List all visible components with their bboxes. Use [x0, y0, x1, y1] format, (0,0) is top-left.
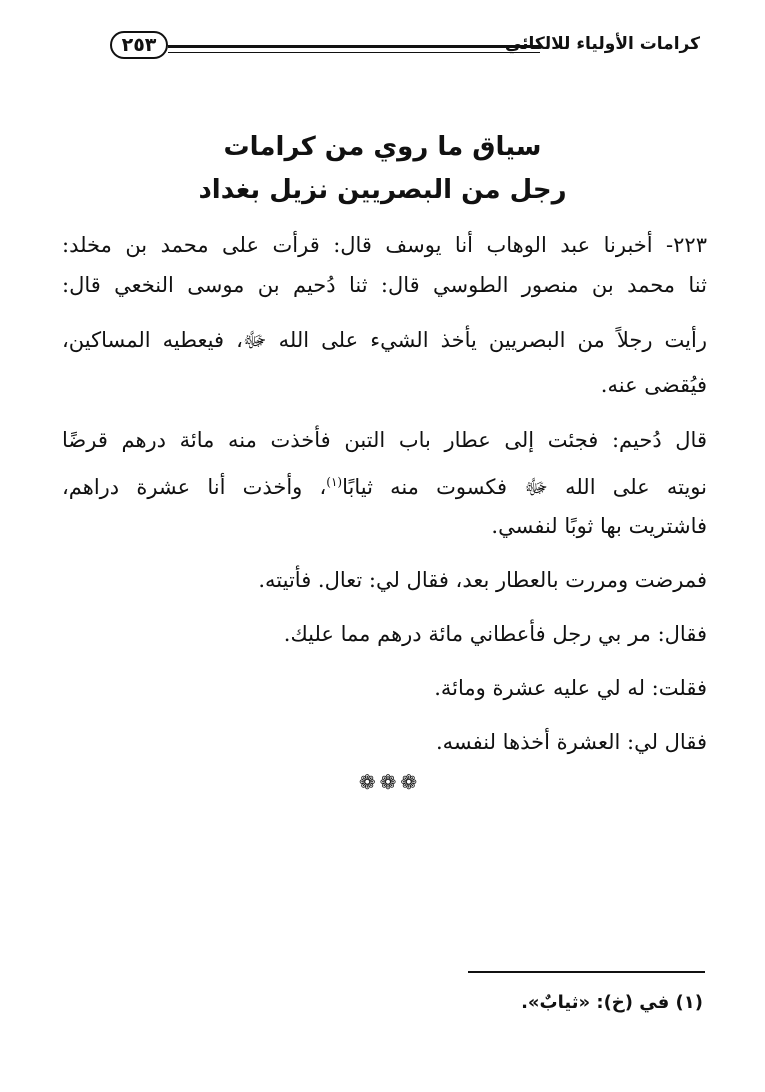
text-line: [62, 467, 707, 502]
text-line: قال دُحيم: فجئت إلى عطار باب التبن فأخذت منه مائة درهم قرضًا: [62, 428, 707, 452]
text-line: فقال لي: العشرة أخذها لنفسه.: [435, 730, 707, 754]
text-line: رأيت رجلاً من البصريين يأخذ الشيء على الله ﷻ، فيعطيه المساكين،: [62, 328, 707, 352]
text-segment: ، وأخذت أنا عشرة دراهم،: [62, 475, 327, 499]
text-line: ثنا محمد بن منصور الطوسي قال: ثنا دُحيم بن موسى النخعي قال:: [62, 273, 707, 297]
paragraph-duhaym: [62, 425, 707, 555]
header-rule-thin: [168, 52, 540, 53]
text-segment: نويته على الله ﷻ فكسوت منه ثيابًا: [342, 475, 707, 499]
book-title: كرامات الأولياء للالكائي: [504, 34, 700, 54]
text-line: ٢٢٣- أخبرنا عبد الوهاب أنا يوسف قال: قرأت على محمد بن مخلد:: [62, 233, 707, 257]
footnote-separator: [468, 971, 705, 973]
chapter-heading-line-2: رجل من البصريين نزيل بغداد: [198, 175, 567, 205]
text-line: فقال: مر بي رجل فأعطاني مائة درهم مما عليك.: [283, 622, 707, 646]
text-line: فيُقضى عنه.: [600, 373, 707, 397]
dialogue-block: [62, 565, 707, 765]
page-number: ٢٥٣: [110, 31, 168, 59]
footnote-reference[interactable]: (١): [326, 475, 343, 489]
paragraph-narration: [62, 325, 707, 405]
chapter-heading-line-1: سياق ما روي من كرامات: [223, 132, 542, 162]
footnote-text: (١) في (خ): «ثيابٌ».: [521, 992, 703, 1013]
section-end-ornaments: ❁❁❁: [358, 770, 422, 794]
running-header: [110, 30, 700, 66]
paragraph-isnad: [62, 230, 707, 300]
text-line: فمرضت ومررت بالعطار بعد، فقال لي: تعال. فأتيته.: [258, 568, 707, 592]
text-line: فقلت: له لي عليه عشرة ومائة.: [434, 676, 707, 700]
text-line: فاشتريت بها ثوبًا لنفسي.: [491, 514, 707, 538]
header-rule-thick: [168, 45, 540, 48]
